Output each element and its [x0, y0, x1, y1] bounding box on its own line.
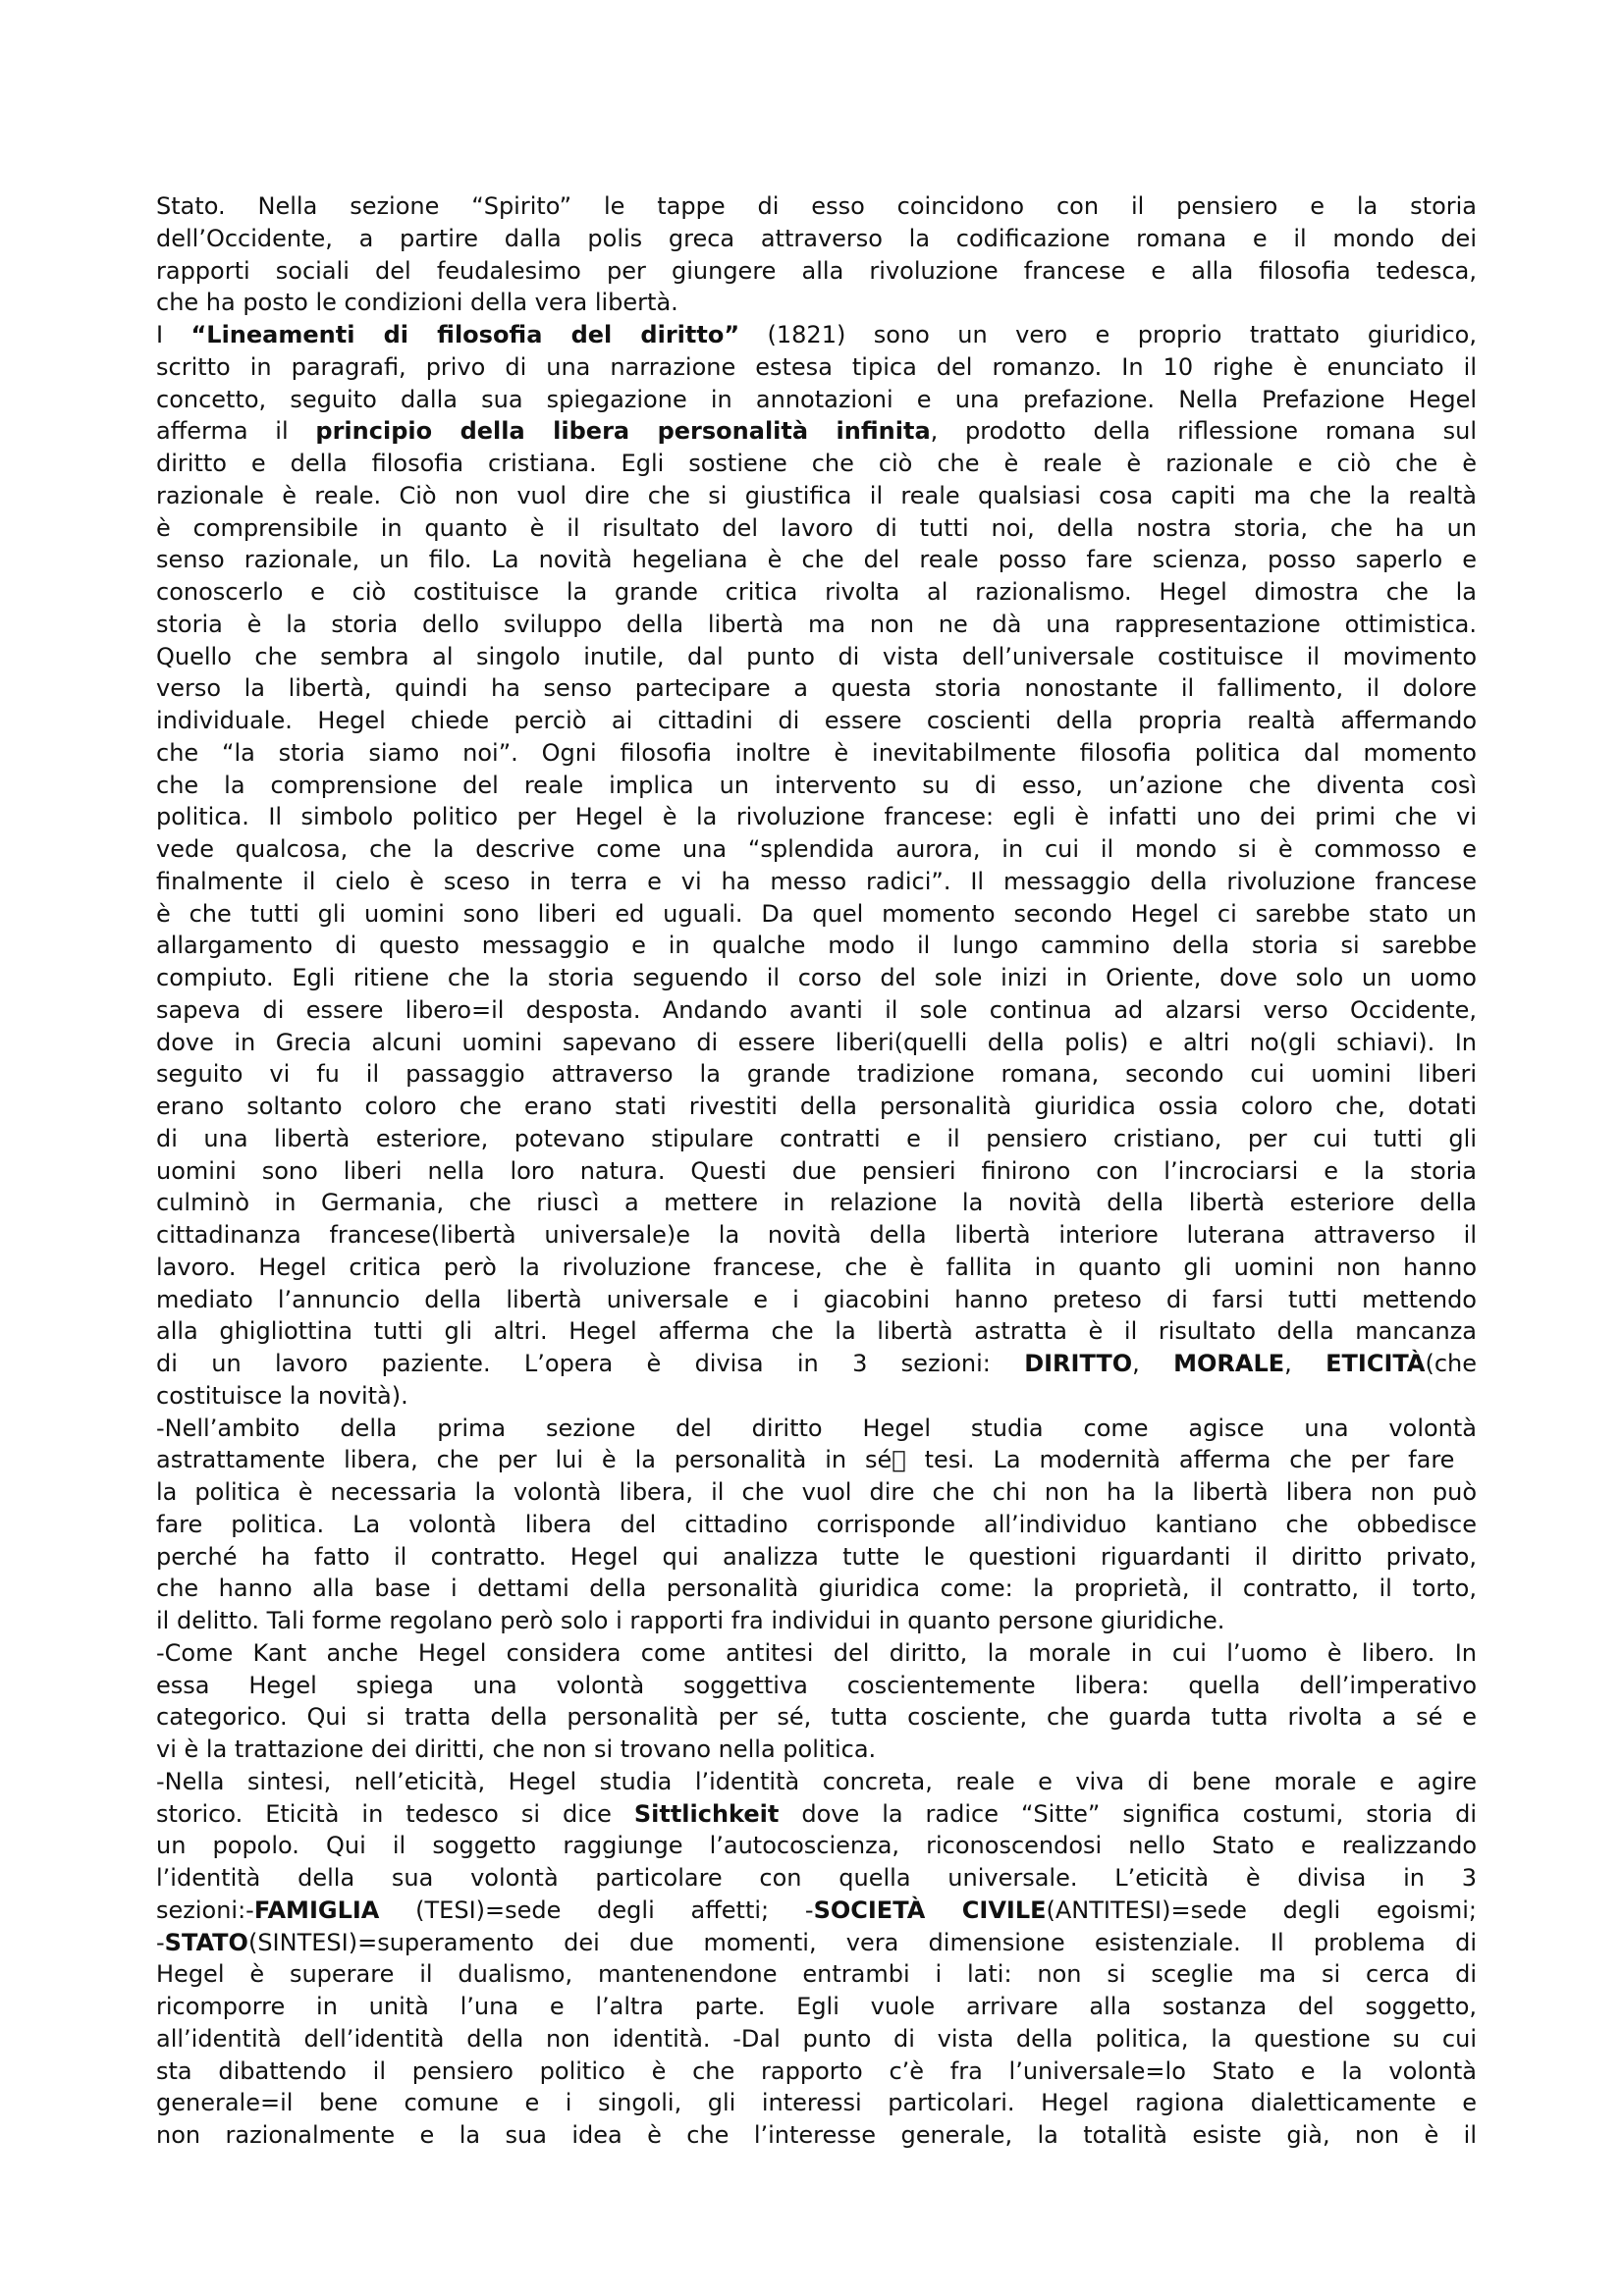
text-line: [156, 2023, 1477, 2056]
text-line: [156, 480, 1477, 512]
text-run: , prodotto della riflessione romana sul: [930, 417, 1477, 446]
text-run: scritto in paragrafi, privo di una narrazione estesa tipica del romanzo. In 10 righe è enunciato il: [156, 352, 1477, 381]
text-run: razionale è reale. Ciò non vuol dire che si giustifica il reale qualsiasi cosa capiti ma che la realtà: [156, 481, 1477, 509]
text-line: [156, 1605, 1477, 1637]
text-run: seguito vi fu il passaggio attraverso la grande tradizione romana, secondo cui uomini liberi: [156, 1060, 1477, 1089]
text-run: un popolo. Qui il soggetto raggiunge l’autocoscienza, riconoscendosi nello Stato e realizzando: [156, 1832, 1477, 1860]
text-run: ricomporre in unità l’una e l’altra parte. Egli vuole arrivare alla sostanza del soggetto,: [156, 1993, 1477, 2020]
text-run: erano soltanto coloro che erano stati rivestiti della personalità giuridica ossia coloro che, dotati: [156, 1093, 1477, 1120]
text-line: [156, 672, 1477, 705]
text-run: storia è la storia dello sviluppo della libertà ma non ne dà una rappresentazione ottimistica.: [156, 610, 1477, 638]
text-line: [156, 1637, 1477, 1670]
bold-text: “Lineamenti di filosofia del diritto”: [190, 321, 740, 348]
text-run: -Nell’ambito della prima sezione del diritto Hegel studia come agisce una volontà: [156, 1414, 1477, 1442]
text-run: non razionalmente e la sua idea è che l’interesse generale, la totalità esiste già, non è il: [156, 2121, 1477, 2149]
text-line: [156, 1348, 1477, 1380]
text-run: all’identità dell’identità della non identità. -Dal punto di vista della politica, la questione su cui: [156, 2024, 1477, 2053]
text-run: compiuto. Egli ritiene che la storia seguendo il corso del sole inizi in Oriente, dove solo un uomo: [156, 964, 1477, 991]
text-line: [156, 1444, 1477, 1476]
text-run: (1821) sono un vero e proprio trattato giuridico,: [739, 321, 1477, 348]
text-line: [156, 2056, 1477, 2088]
text-run: storico. Eticità in tedesco si dice: [156, 1799, 634, 1828]
bold-text: MORALE: [1173, 1350, 1285, 1377]
text-run: astrattamente libera, che per lui è la personalità in sé⃞ tesi. La modernità afferma che per fare: [156, 1446, 1455, 1474]
text-run: verso la libertà, quindi ha senso partecipare a questa storia nonostante il fallimento, il dolore: [156, 674, 1477, 703]
text-line: [156, 1830, 1477, 1862]
text-line: [156, 833, 1477, 866]
text-run: categorico. Qui si tratta della personalità per sé, tutta cosciente, che guarda tutta rivolta a sé e: [156, 1703, 1477, 1732]
text-run: rapporti sociali del feudalesimo per giungere alla rivoluzione francese e alla filosofia tedesca,: [156, 256, 1477, 285]
text-run: afferma il: [156, 417, 316, 446]
text-line: [156, 1573, 1477, 1605]
text-run: è che tutti gli uomini sono liberi ed uguali. Da quel momento secondo Hegel ci sarebbe stato un: [156, 899, 1477, 928]
text-run: ,: [1132, 1350, 1174, 1377]
text-run: Quello che sembra al singolo inutile, dal punto di vista dell’universale costituisce il movimento: [156, 642, 1477, 670]
text-run: uomini sono liberi nella loro natura. Questi due pensieri finirono con l’incrociarsi e la storia: [156, 1156, 1477, 1185]
text-line: [156, 1187, 1477, 1219]
text-run: costituisce la novità).: [156, 1381, 408, 1410]
text-line: [156, 1252, 1477, 1284]
text-line: [156, 1734, 1477, 1766]
text-line: [156, 609, 1477, 641]
text-run: (TESI)=sede degli affetti; -: [379, 1896, 814, 1924]
text-run: senso razionale, un filo. La novità hegeliana è che del reale posso fare scienza, posso saperlo e: [156, 546, 1477, 574]
text-run: (ANTITESI)=sede degli egoismi;: [1046, 1896, 1477, 1924]
text-run: Hegel è superare il dualismo, mantenendone entrambi i lati: non si sceglie ma si cerca di: [156, 1960, 1477, 1989]
bold-text: SOCIETÀ CIVILE: [813, 1896, 1047, 1924]
bold-text: DIRITTO: [1024, 1350, 1133, 1377]
text-run: la politica è necessaria la volontà libera, il che vuol dire che chi non ha la libertà libera non può: [156, 1478, 1477, 1506]
text-line: [156, 1476, 1477, 1509]
text-run: I: [156, 321, 191, 348]
text-run: vede qualcosa, che la descrive come una “splendida aurora, in cui il mondo si è commosso e: [156, 835, 1477, 863]
bold-text: Sittlichkeit: [633, 1799, 780, 1828]
text-line: [156, 1958, 1477, 1991]
text-line: [156, 1541, 1477, 1574]
text-run: il delitto. Tali forme regolano però solo i rapporti fra individui in quanto persone giuridiche.: [156, 1607, 1225, 1634]
text-line: [156, 1509, 1477, 1541]
text-line: [156, 962, 1477, 994]
text-line: [156, 1991, 1477, 2023]
text-run: sapeva di essere libero=il desposta. Andando avanti il sole continua ad alzarsi verso Occidente,: [156, 995, 1477, 1024]
text-line: [156, 351, 1477, 384]
text-line: [156, 287, 1477, 319]
text-run: alla ghigliottina tutti gli altri. Hegel afferma che la libertà astratta è il risultato della mancanza: [156, 1317, 1477, 1346]
text-line: [156, 866, 1477, 898]
text-line: [156, 512, 1477, 545]
text-run: Stato. Nella sezione “Spirito” le tappe di esso coincidono con il pensiero e la storia: [156, 192, 1477, 220]
text-line: [156, 223, 1477, 255]
text-line: [156, 1027, 1477, 1059]
text-run: (SINTESI)=superamento dei due momenti, vera dimensione esistenziale. Il problema di: [247, 1928, 1477, 1956]
text-run: ,: [1284, 1350, 1326, 1377]
text-line: [156, 1380, 1477, 1413]
text-line: [156, 2087, 1477, 2119]
text-run: è comprensibile in quanto è il risultato del lavoro di tutti noi, della nostra storia, che ha un: [156, 513, 1477, 542]
text-run: vi è la trattazione dei diritti, che non si trovano nella politica.: [156, 1735, 877, 1763]
text-run: diritto e della filosofia cristiana. Egli sostiene che ciò che è reale è razionale e ciò che è: [156, 450, 1477, 477]
text-line: [156, 1895, 1477, 1927]
text-line: [156, 1058, 1477, 1091]
text-line: [156, 1670, 1477, 1702]
text-run: di una libertà esteriore, potevano stipulare contratti e il pensiero cristiano, per cui tutti gli: [156, 1124, 1477, 1152]
text-run: che hanno alla base i dettami della personalità giuridica come: la proprietà, il contratto, il torto,: [156, 1575, 1477, 1603]
text-run: (che: [1425, 1350, 1477, 1377]
text-line: [156, 930, 1477, 962]
text-run: conoscerlo e ciò costituisce la grande critica rivolta al razionalismo. Hegel dimostra che la: [156, 578, 1477, 606]
text-line: [156, 994, 1477, 1027]
text-line: [156, 1798, 1477, 1831]
text-run: lavoro. Hegel critica però la rivoluzione francese, che è fallita in quanto gli uomini non hanno: [156, 1253, 1477, 1281]
text-line: [156, 1862, 1477, 1895]
bold-text: principio della libera personalità infinita: [315, 417, 931, 446]
text-run: che “la storia siamo noi”. Ogni filosofia inoltre è inevitabilmente filosofia politica dal momento: [156, 738, 1477, 767]
text-run: dove in Grecia alcuni uomini sapevano di essere liberi(quelli della polis) e altri no(gli schiavi). In: [156, 1028, 1477, 1056]
text-line: [156, 1123, 1477, 1155]
text-line: [156, 576, 1477, 609]
bold-text: ETICITÀ: [1325, 1350, 1426, 1377]
text-line: [156, 801, 1477, 833]
bold-text: FAMIGLIA: [253, 1896, 380, 1924]
text-line: [156, 448, 1477, 480]
text-line: [156, 255, 1477, 288]
text-run: che la comprensione del reale implica un intervento su di esso, un’azione che diventa così: [156, 771, 1477, 799]
text-run: di un lavoro paziente. L’opera è divisa in 3 sezioni:: [156, 1350, 1025, 1377]
text-line: [156, 544, 1477, 576]
document-page: [156, 190, 1477, 2152]
text-run: essa Hegel spiega una volontà soggettiva coscientemente libera: quella dell’imperativo: [156, 1671, 1477, 1699]
text-line: [156, 770, 1477, 802]
text-line: [156, 705, 1477, 737]
text-line: [156, 641, 1477, 673]
text-line: [156, 190, 1477, 223]
text-line: [156, 1284, 1477, 1316]
text-run: fare politica. La volontà libera del cittadino corrisponde all’individuo kantiano che obbedisce: [156, 1510, 1477, 1538]
text-line: [156, 319, 1477, 351]
bold-text: STATO: [164, 1928, 248, 1956]
text-line: [156, 415, 1477, 448]
text-line: [156, 1413, 1477, 1445]
text-line: [156, 1155, 1477, 1188]
text-run: politica. Il simbolo politico per Hegel è la rivoluzione francese: egli è infatti uno dei primi che vi: [156, 803, 1477, 831]
text-run: l’identità della sua volontà particolare con quella universale. L’eticità è divisa in 3: [156, 1864, 1477, 1892]
text-line: [156, 898, 1477, 931]
text-run: allargamento di questo messaggio e in qualche modo il lungo cammino della storia si sarebbe: [156, 932, 1477, 960]
text-line: [156, 2119, 1477, 2152]
text-run: individuale. Hegel chiede perciò ai cittadini di essere coscienti della propria realtà affermando: [156, 707, 1477, 734]
text-line: [156, 1315, 1477, 1348]
text-line: [156, 1219, 1477, 1252]
text-run: dove la radice “Sitte” significa costumi, storia di: [779, 1799, 1477, 1828]
text-run: finalmente il cielo è sceso in terra e vi ha messo radici”. Il messaggio della rivoluzione francese: [156, 867, 1477, 895]
text-run: -Nella sintesi, nell’eticità, Hegel studia l’identità concreta, reale e viva di bene morale e agire: [156, 1767, 1477, 1795]
text-run: concetto, seguito dalla sua spiegazione in annotazioni e una prefazione. Nella Prefazione Hegel: [156, 385, 1477, 413]
text-run: dell’Occidente, a partire dalla polis greca attraverso la codificazione romana e il mondo dei: [156, 224, 1477, 252]
text-run: culminò in Germania, che riuscì a mettere in relazione la novità della libertà esteriore della: [156, 1189, 1477, 1217]
text-line: [156, 737, 1477, 770]
text-line: [156, 1701, 1477, 1734]
text-run: sta dibattendo il pensiero politico è che rapporto c’è fra l’universale=lo Stato e la volontà: [156, 2056, 1477, 2085]
text-run: sezioni:-: [156, 1896, 254, 1924]
text-line: [156, 1091, 1477, 1123]
text-run: che ha posto le condizioni della vera libertà.: [156, 289, 678, 317]
text-run: cittadinanza francese(libertà universale)e la novità della libertà interiore luterana attraverso il: [156, 1221, 1477, 1249]
text-line: [156, 1927, 1477, 1959]
text-line: [156, 1766, 1477, 1798]
text-run: -: [156, 1928, 165, 1956]
text-line: [156, 384, 1477, 416]
text-run: perché ha fatto il contratto. Hegel qui analizza tutte le questioni riguardanti il diritto privato,: [156, 1542, 1477, 1571]
text-run: generale=il bene comune e i singoli, gli interessi particolari. Hegel ragiona dialetticamente e: [156, 2089, 1477, 2117]
text-run: -Come Kant anche Hegel considera come antitesi del diritto, la morale in cui l’uomo è libero. In: [156, 1638, 1477, 1667]
text-run: mediato l’annuncio della libertà universale e i giacobini hanno preteso di farsi tutti mettendo: [156, 1285, 1477, 1313]
